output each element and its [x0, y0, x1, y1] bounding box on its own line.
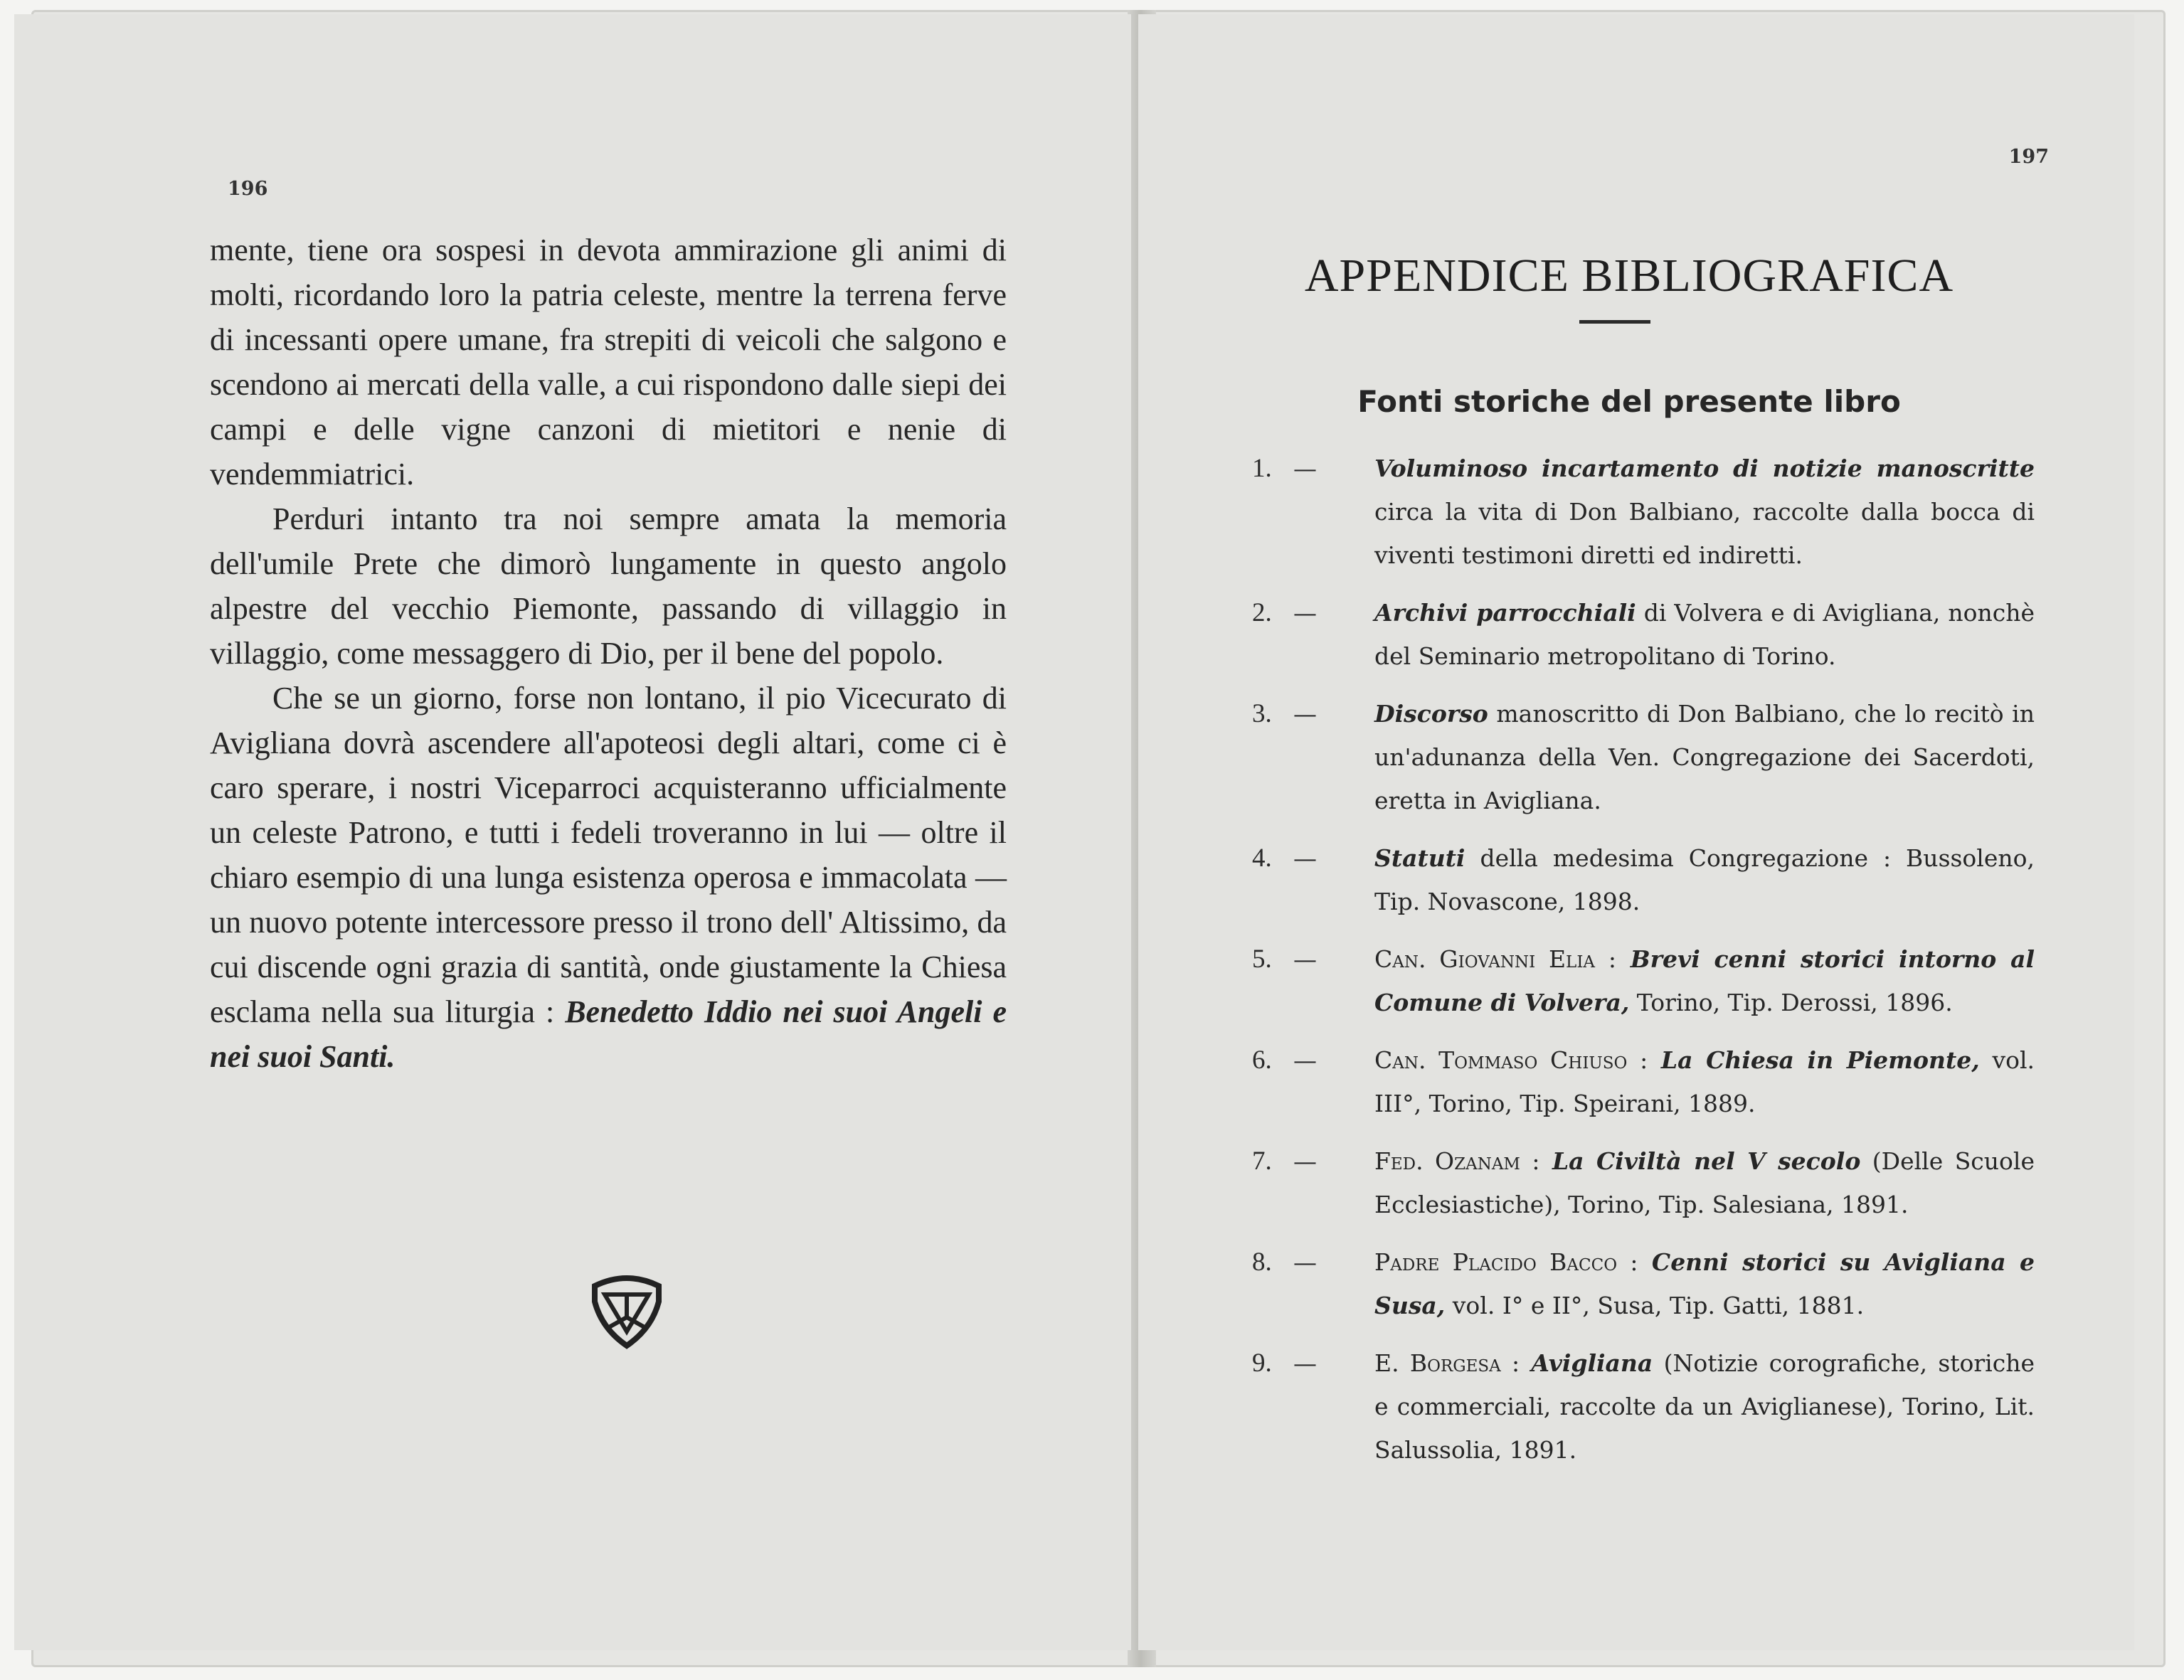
triangle-shield-emblem-icon [588, 1273, 666, 1351]
entry-title: La Civiltà nel V secolo [1539, 1147, 1861, 1175]
page-number-right: 197 [2008, 146, 2049, 168]
entry-number: 5. [1252, 945, 1272, 974]
entry-text: di Volvera e di Avigliana, nonchè del Seminario metropolitano di Torino. [1374, 599, 2035, 670]
entry-number: 7. [1252, 1147, 1272, 1176]
entry-text: circa la vita di Don Balbiano, raccolte dalla bocca di viventi testimoni diretti ed indiretti. [1374, 498, 2035, 569]
right-page [1138, 14, 2134, 1650]
entry-title: Voluminoso incartamento di notizie manoscritte [1374, 454, 2035, 482]
entry-author: E. Borgesa : [1374, 1349, 1520, 1377]
paragraph-2: Perduri intanto tra noi sempre amata la memoria dell'umile Prete che dimorò lungamente in questo angolo alpestre del vecchio Piemonte, passando di villaggio in villaggio, come messaggero di Dio, per il bene del popolo. [210, 501, 1007, 671]
entry-title: Avigliana [1520, 1349, 1653, 1377]
bibliography-list [1252, 447, 2035, 1486]
bibliography-entry: 9. — E. Borgesa : Avigliana (Notizie corografiche, storiche e commerciali, raccolte da un Aviglianese), Torino, Lit. Salussolia, 1891. [1252, 1341, 2035, 1472]
section-subtitle: Fonti storiche del presente libro [1357, 384, 1901, 419]
entry-text: manoscritto di Don Balbiano, che lo recitò in un'adunanza della Ven. Congregazione dei Sacerdoti, eretta in Avigliana. [1374, 700, 2035, 814]
entry-number: 1. [1252, 454, 1272, 483]
page-number-left: 196 [228, 178, 268, 200]
bibliography-entry: 2. — Archivi parrocchiali di Volvera e di Avigliana, nonchè del Seminario metropolitano di Torino. [1252, 591, 2035, 678]
paragraph-1: mente, tiene ora sospesi in devota ammirazione gli animi di molti, ricordando loro la patria celeste, mentre la terrena ferve di incessanti opere umane, fra strepiti di veicoli che salgono e scendono ai mercati della valle, a cui rispondono dalle siepi dei campi e delle vigne canzoni di mietitori e nenie di vendemmiatrici. [210, 233, 1007, 491]
bibliography-entry: 4. — Statuti della medesima Congregazione : Bussoleno, Tip. Novascone, 1898. [1252, 836, 2035, 923]
left-page [14, 14, 1133, 1650]
entry-author: Can. Giovanni Elia : [1374, 945, 1616, 973]
entry-text: vol. III°, Torino, Tip. Speirani, 1889. [1374, 1046, 2035, 1117]
entry-number: 8. [1252, 1248, 1272, 1277]
paragraph-3 [210, 676, 1007, 1079]
entry-author: Padre Placido Bacco : [1374, 1248, 1638, 1276]
bibliography-entry: 7. — Fed. Ozanam : La Civiltà nel V secolo (Delle Scuole Ecclesiastiche), Torino, Tip. Salesiana, 1891. [1252, 1139, 2035, 1226]
entry-text: della medesima Congregazione : Bussoleno, Tip. Novascone, 1898. [1374, 844, 2035, 915]
entry-number: 4. [1252, 844, 1272, 873]
entry-title: Cenni storici su Avigliana e Susa, [1374, 1248, 2035, 1319]
bibliography-entry: 3. — Discorso manoscritto di Don Balbiano, che lo recitò in un'adunanza della Ven. Congregazione dei Sacerdoti, eretta in Avigliana. [1252, 692, 2035, 822]
entry-title: Statuti [1374, 844, 1465, 872]
entry-number: 9. [1252, 1349, 1272, 1378]
entry-author: Can. Tommaso Chiuso : [1374, 1046, 1648, 1074]
entry-title: Discorso [1374, 700, 1488, 728]
left-page-text [210, 228, 1007, 1079]
entry-title: Archivi parrocchiali [1374, 599, 1636, 627]
entry-author: Fed. Ozanam : [1374, 1147, 1540, 1175]
closing-italic: Benedetto Iddio nei suoi Angeli e nei suoi Santi. [210, 994, 1007, 1074]
bibliography-entry: 5. — Can. Giovanni Elia : Brevi cenni storici intorno al Comune di Volvera, Torino, Tip. Derossi, 1896. [1252, 937, 2035, 1024]
entry-number: 6. [1252, 1046, 1272, 1075]
entry-number: 2. [1252, 598, 1272, 627]
entry-text: Torino, Tip. Derossi, 1896. [1629, 989, 1953, 1016]
entry-text: (Delle Scuole Ecclesiastiche), Torino, Tip. Salesiana, 1891. [1374, 1147, 2035, 1218]
entry-number: 3. [1252, 699, 1272, 728]
appendix-title: APPENDICE BIBLIOGRAFICA [1304, 250, 1954, 302]
entry-text: vol. I° e II°, Susa, Tip. Gatti, 1881. [1445, 1292, 1865, 1319]
entry-text: (Notizie corografiche, storiche e commerciali, raccolte da un Aviglianese), Torino, Lit. Salussolia, 1891. [1374, 1349, 2035, 1464]
entry-title: La Chiesa in Piemonte, [1648, 1046, 1980, 1074]
title-rule [1579, 320, 1650, 324]
bibliography-entry: 6. — Can. Tommaso Chiuso : La Chiesa in Piemonte, vol. III°, Torino, Tip. Speirani, 1889. [1252, 1038, 2035, 1125]
entry-title: Brevi cenni storici intorno al Comune di Volvera, [1374, 945, 2035, 1016]
bibliography-entry: 8. — Padre Placido Bacco : Cenni storici su Avigliana e Susa, vol. I° e II°, Susa, Tip. Gatti, 1881. [1252, 1240, 2035, 1327]
bibliography-entry: 1. — Voluminoso incartamento di notizie manoscritte circa la vita di Don Balbiano, raccolte dalla bocca di viventi testimoni diretti ed indiretti. [1252, 447, 2035, 577]
paragraph-3-text: Che se un giorno, forse non lontano, il pio Vicecurato di Avigliana dovrà ascendere all'apoteosi degli altari, come ci è caro sperare, i nostri Viceparroci acquisteranno ufficialmente un celeste Patrono, e tutti i fedeli troveranno in lui — oltre il chiaro esempio di una lunga esistenza operosa e immacolata — un nuovo potente intercessore presso il trono dell' Altissimo, da cui discende ogni grazia di santità, onde giustamente la Chiesa esclama nella sua liturgia : [210, 681, 1007, 1029]
